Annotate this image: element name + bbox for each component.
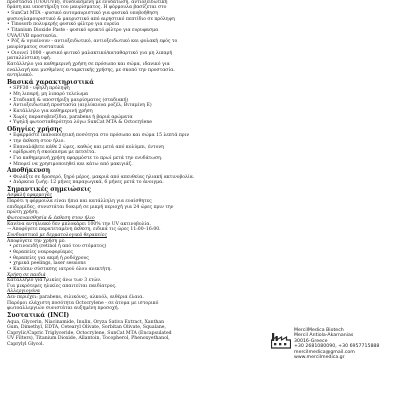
intro-line: • Tinosorb πολυμερής φυσικό φίλτρο για ευρεία — [7, 22, 120, 28]
usage-item: • Για καθημερινή χρήση εφαρμόστε το πρωί μετά την ενυδάτωση. — [9, 155, 163, 161]
features-heading: Βασικά χαρακτηριστικά — [7, 78, 94, 86]
intro-line: • Οιοινεί 1000 - φυσικό φυτικό μαλακτικό/καταθαρτικό για μη λιπαρή — [7, 50, 173, 56]
ingredients-line: Gum, Dimethyl, EDTA, Cetearyl Olivate, Sorbitan Olivate, Squalane, — [7, 325, 166, 331]
intro-line: • Ρόζ & υγιαίνουν - αντιοξειδωτικό, αντιοξειδωτικό και φυλακή εφός το — [7, 39, 178, 45]
feature-item: • Χωρίς παρασοβενζίδια, parabens ή βαριά αρώματα — [9, 114, 133, 120]
usage-item: • την έκθεση στον ήλιο. — [9, 138, 65, 144]
note-section-title: Συνδυαστικά με δερματολογικά θεραπείες — [7, 232, 107, 238]
product-description-column — [7, 0, 262, 348]
usage-item: • Μπορεί να χρησιμοποιηθεί και κάτω από μακιγιάζ. — [9, 161, 133, 167]
intro-line: UVA/UVB προστασία. — [7, 33, 58, 39]
manufacturer-line: www.mercilmedica.gr — [294, 355, 345, 361]
note-bullet: • χημικά peelings, laser sessions — [9, 261, 86, 267]
note-bullet: • θεραπείες νεαροφορίαμες — [9, 249, 73, 255]
manufacturer-info — [294, 328, 402, 360]
usage-item: • Επαναλάβετε κάθε 2 ώρες, καθώς και μετά από κολύμπι, έντονη — [9, 144, 164, 150]
factory-icon — [271, 327, 291, 349]
feature-item: • Μη λιπαρή, μη λιπαρό τελείωμα — [9, 91, 89, 97]
ingredients-line: UV Filters), Titanium Dioxide, Allantoin, Tocopherol, Phenoxyethanol, — [7, 336, 170, 342]
note-section-title: Φωτοευαισθησία & έκθεση στον ήλιο — [7, 215, 95, 221]
note-bullet: • ρετινοειδή (retinol ή από του στόματος) — [9, 244, 107, 250]
note-bullet: • Κατόπιν σύστασης ιατρού όλου ανεκτήτη. — [9, 266, 112, 272]
note-line: πρώτη χρήση. — [7, 210, 39, 216]
feature-item: • Κατάλληλο για καθημερινή χρήση — [9, 108, 93, 114]
manufacturer-line: MercilMedica Biotech — [294, 328, 344, 333]
storage-heading: Αποθήκευση — [7, 167, 51, 175]
notes-sections — [7, 193, 262, 312]
ingredients-line: Aqua, Glycerin, Niacinamide, Inulin, Oryza Sativa Extract, Xanthan — [7, 319, 165, 325]
intro-line: αντηλιακό. — [7, 73, 34, 79]
note-line: Παρότι η φόρμουλα είναι ήπια και κατάλληλη για ευαίσθητες — [7, 198, 152, 204]
intro-line: • SunCat MTA - φυσικό αυτομαυριστικό για φυσικά υποβοήθηση — [7, 10, 158, 16]
manufacturer-line: mercilmedica@gmail.com — [294, 349, 355, 355]
usage-item: • Εφαρμόστε ικανοποιητική ποσότητα στο πρόσωπο και σώμα 15 λεπτά πριν — [9, 133, 190, 139]
usage-item: • εφίδρωση ή σκούπισμα με πετσέτα. — [9, 150, 96, 156]
storage-list — [7, 175, 262, 186]
feature-item: • Αντιοξειδωτική προστασία (αιγλύκιουα ροζέλ, Βιταμίνη Ε) — [9, 103, 152, 109]
ingredients-line: Caprylic/Capric Triglyceride, Octocrylene, SunCat MTA (Encapsulated — [7, 330, 172, 336]
note-line: επιδερμίδες, συνιστάται δοκιμή σε μικρή περιοχή για 24 ώρες πριν την — [7, 204, 174, 210]
note-section-title: Χρήση σε παιδιά — [7, 272, 46, 278]
intro-line: ματαλλίστικη υφή. — [7, 56, 52, 62]
note-line: Παρόμοι ελάχιστη ποσότητα Octocrylene - σε άτομα με ιστορικό — [7, 300, 159, 306]
note-line: Για μικρότερες ηλικίες απαιτείται παιδίατρος. — [7, 283, 117, 289]
storage-item: • Διάρκεια ζωής: 12 μήνες παραγωγικά, 6 μήνες μετά το άνοιγμα. — [9, 180, 164, 186]
usage-heading: Οδηγίες χρήσης — [7, 125, 63, 133]
intro-line: προστασία (UVA/UVB), συνδυασμένη με ενυδάτωση, αντιοξειδωτική — [7, 0, 168, 5]
intro-line: εναλλαγή και μισθμένες ενταρκτικής χρήσης, με σκοπό την προστασία. — [7, 67, 175, 73]
ingredients-line: Caprylyl Glycol. — [7, 342, 44, 348]
ingredients-heading: Συστατικά (INCI) — [7, 312, 70, 320]
manufacturer-line: +30 2681080090, +30 6957715888 — [294, 344, 380, 350]
ingredients-text — [7, 320, 262, 348]
intro-line: δράση και υποστήριξη του μαυρίσματος. Η φόρμουλα βασίζεται στο — [7, 5, 167, 11]
manufacturer-line: 30016-Greece — [294, 338, 328, 344]
note-line: Κατάλληλο για ηλικίες άνω των 3 ετών. — [7, 278, 102, 284]
feature-item: • SPF30 - υψηλή πρόληψη — [9, 86, 70, 92]
intro-line: φυσιογλαμουριστικό & μαυριστικό από αιρηστικό πεπτίδιο σε πρόληψη — [7, 16, 175, 22]
note-line: Δεν περιέχει: parabens, σιλικόνες, αλκοόλ, αιθέρια έλαια. — [7, 295, 144, 301]
feature-item: • Σταδιακή & υποστήριξη μαυρίσματος (σταδιακή) — [9, 97, 129, 103]
intro-line: μαυρίσματος συστατικά — [7, 44, 64, 50]
note-line: → Αποφύγετε παρατεταμένη έκθεση, ειδικά τις ώρες 11:00–16:00. — [7, 227, 161, 233]
note-section-title: Αλλεργιογόνα — [7, 289, 41, 295]
note-line: Αποφύγετε την χρήση με: — [7, 238, 66, 244]
manufacturer-line: Mercil Antiola-Akarnanias — [294, 333, 354, 339]
features-list — [7, 86, 262, 126]
note-bullet: • θεραπείες για ακμή ή ροδόχρους — [9, 255, 89, 261]
note-line: Κανένα αντηλιακό δεν μπλοκάρει 100% την UV ακτινοβολία. — [7, 221, 151, 227]
storage-item: • Φυλάξτε σε δροσερό, ξηρό μέρος, μακριά από απευθείας ηλιακή ακτινοβολία. — [9, 174, 195, 180]
intro-line: Κατάλληλο για καθημερινή χρήση σε πρόσωπο και σώμα, ιδανικό για — [7, 61, 170, 67]
intro-line: • Titanium Dioxide Paste - φυσικό ορυκτό φίλτρο για ευρυφασμα — [7, 27, 159, 33]
notes-heading: Σημαντικές σημειώσεις — [7, 185, 91, 193]
intro-paragraph — [7, 0, 262, 79]
note-line: φωτοαλλεργιών συνιστάται αυξημένη προσοχή. — [7, 306, 119, 312]
feature-item: • Υψηλή φωτοσταθερότητα λόγω SunCat MTA & Octocrylene — [9, 120, 153, 126]
note-section-title: Ασφαλή εφαρμογές — [7, 193, 52, 199]
usage-list — [7, 133, 262, 167]
